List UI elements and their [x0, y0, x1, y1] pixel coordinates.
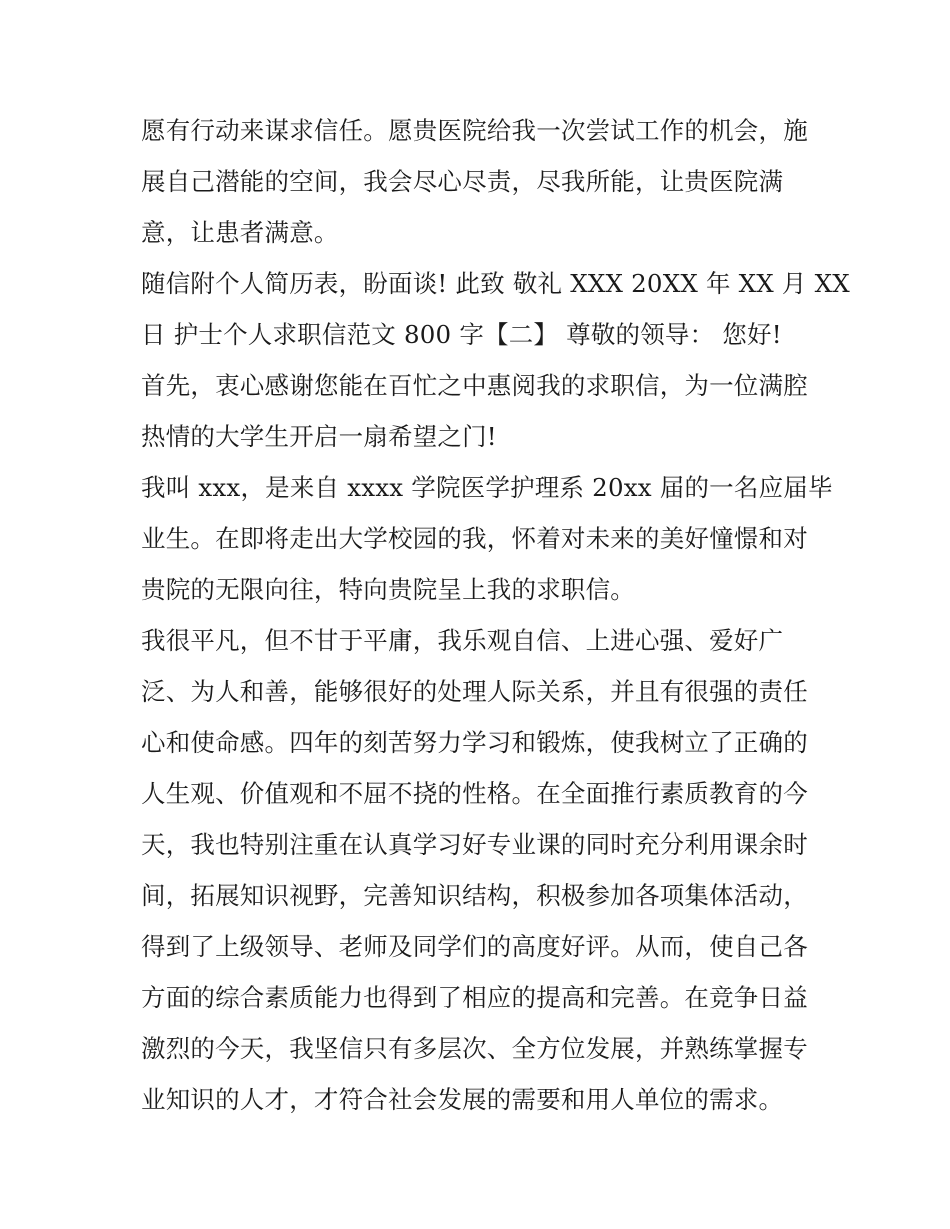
- text-line: 首先，衷心感谢您能在百忙之中惠阅我的求职信，为一位满腔: [141, 371, 808, 400]
- text-line: 天，我也特别注重在认真学习好专业课的同时充分利用课余时: [141, 830, 808, 859]
- text-line: 随信附个人简历表，盼面谈! 此致 敬礼 XXX 20XX 年 XX 月 XX: [141, 269, 850, 298]
- text-line: 泛、为人和善，能够很好的处理人际关系，并且有很强的责任: [141, 677, 808, 706]
- text-line: 激烈的今天，我坚信只有多层次、全方位发展，并熟练掌握专: [141, 1034, 808, 1063]
- text-line: 方面的综合素质能力也得到了相应的提高和完善。在竞争日益: [141, 983, 808, 1012]
- text-line: 贵院的无限向往，特向贵院呈上我的求职信。: [141, 575, 635, 604]
- text-line: 意，让患者满意。: [141, 218, 339, 247]
- text-line: 愿有行动来谋求信任。愿贵医院给我一次尝试工作的机会，施: [141, 116, 808, 145]
- text-line: 人生观、价值观和不屈不挠的性格。在全面推行素质教育的今: [141, 779, 808, 808]
- document-body: [141, 105, 850, 1125]
- text-line: 得到了上级领导、老师及同学们的高度好评。从而，使自己各: [141, 932, 808, 961]
- text-line: 业生。在即将走出大学校园的我，怀着对未来的美好憧憬和对: [141, 524, 808, 553]
- text-line: 心和使命感。四年的刻苦努力学习和锻炼，使我树立了正确的: [141, 728, 808, 757]
- text-line: 展自己潜能的空间，我会尽心尽责，尽我所能，让贵医院满: [141, 167, 784, 196]
- text-line: 我叫 xxx，是来自 xxxx 学院医学护理系 20xx 届的一名应届毕: [141, 473, 833, 502]
- text-line: 业知识的人才，才符合社会发展的需要和用人单位的需求。: [141, 1085, 784, 1114]
- text-line: 我很平凡，但不甘于平庸，我乐观自信、上进心强、爱好广: [141, 626, 784, 655]
- text-line: 热情的大学生开启一扇希望之门!: [141, 422, 497, 451]
- text-line: 日 护士个人求职信范文 800 字【二】 尊敬的领导： 您好!: [141, 320, 782, 349]
- text-line: 间，拓展知识视野，完善知识结构，积极参加各项集体活动，: [141, 881, 808, 910]
